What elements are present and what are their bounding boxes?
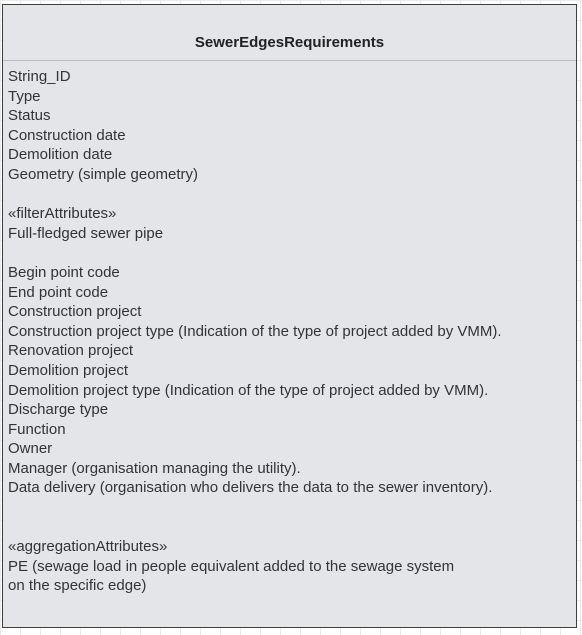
attribute-pe-line-2: on the specific edge) [8,577,147,595]
filter-stereotype: «filterAttributes» [8,205,117,223]
attribute-demolition-project: Demolition project [8,361,129,379]
attribute-type: Type [8,87,41,105]
uml-class-box[interactable] [2,4,577,628]
attribute-end-point-code: End point code [8,283,109,301]
spacer [8,498,576,537]
attribute-discharge-type: Discharge type [8,401,109,419]
class-attributes [3,61,576,596]
filter-attributes [8,204,576,243]
class-header [3,5,576,61]
attribute-status: Status [8,107,51,125]
attribute-manager: Manager (organisation managing the utility). [8,459,301,477]
attribute-demolition-project-type: Demolition project type (Indication of the type of project added by VMM). [8,381,489,399]
attribute-pe-line-1: PE (sewage load in people equivalent added to the sewage system [8,557,455,575]
spacer [8,185,576,205]
attribute-demolition-date: Demolition date [8,146,113,164]
attribute-string-id: String_ID [8,68,71,85]
class-title: SewerEdgesRequirements [194,34,385,51]
attribute-owner: Owner [8,440,53,458]
attribute-construction-project: Construction project [8,303,142,321]
attribute-function: Function [8,420,66,438]
aggregation-stereotype: «aggregationAttributes» [8,538,168,556]
attribute-construction-date: Construction date [8,126,126,144]
spacer [8,243,576,263]
core-attributes [8,67,576,185]
attribute-geometry: Geometry (simple geometry) [8,165,199,183]
attribute-construction-project-type: Construction project type (Indication of the type of project added by VMM). [8,322,502,340]
attribute-begin-point-code: Begin point code [8,263,120,281]
attribute-full-fledged-sewer-pipe: Full-fledged sewer pipe [8,224,164,242]
aggregation-attributes [8,537,576,596]
attribute-renovation-project: Renovation project [8,342,134,360]
detail-attributes [8,263,576,498]
attribute-data-delivery: Data delivery (organisation who delivers the data to the sewer inventory). [8,479,493,497]
